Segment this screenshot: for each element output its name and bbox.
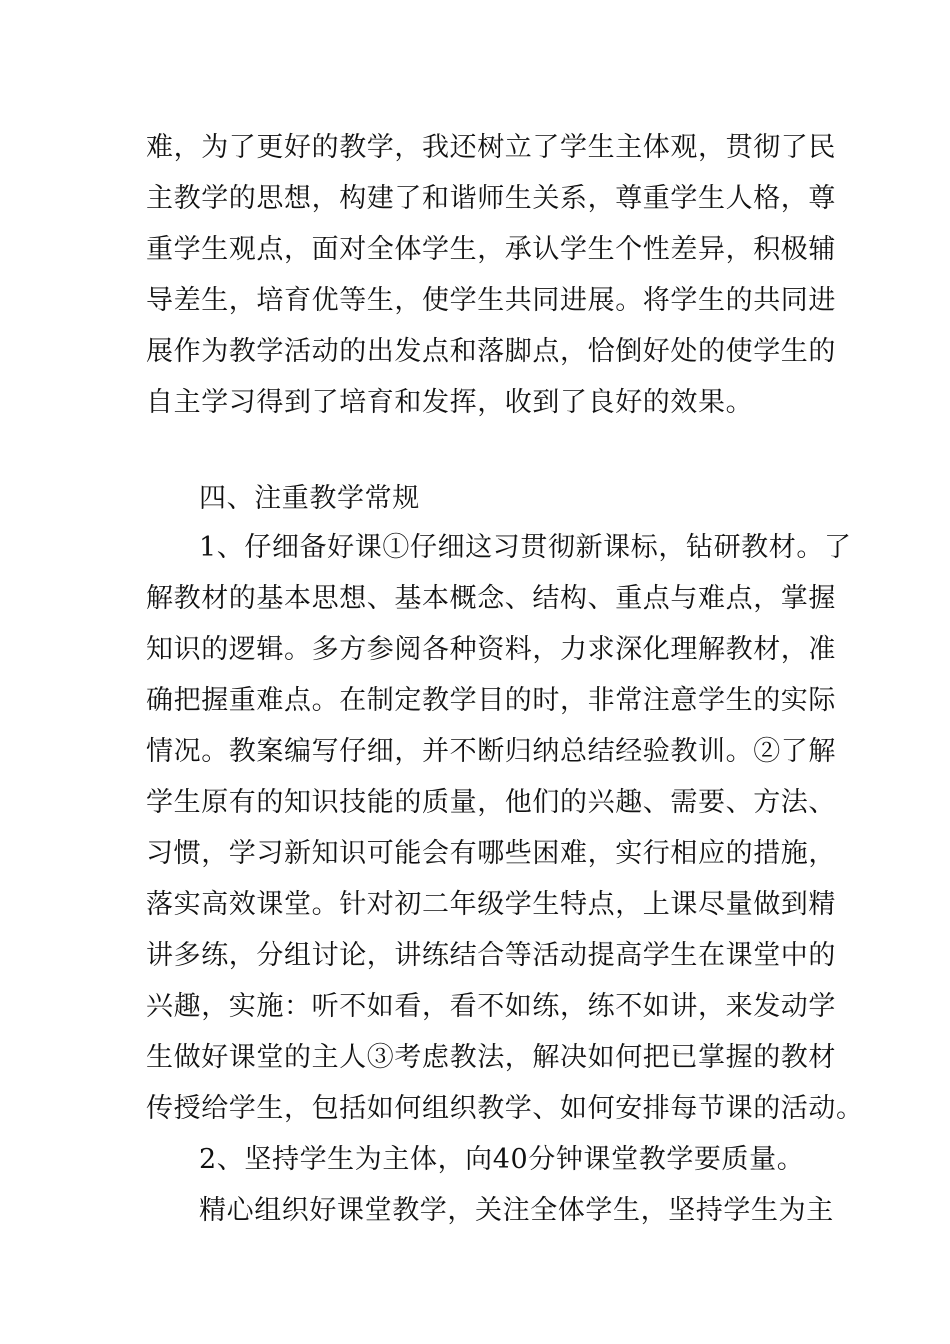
- body-text-line: 学生原有的知识技能的质量，他们的兴趣、需要、方法、: [146, 787, 836, 818]
- body-text-line: 生做好课堂的主人③考虑教法，解决如何把已掌握的教材: [146, 1042, 836, 1073]
- body-text-line: 1、仔细备好课①仔细这习贯彻新课标，钻研教材。了: [199, 532, 852, 563]
- body-text-line: 精心组织好课堂教学，关注全体学生，坚持学生为主: [199, 1195, 834, 1226]
- body-text-line: 落实高效课堂。针对初二年级学生特点，上课尽量做到精: [146, 889, 836, 920]
- body-text-line: 确把握重难点。在制定教学目的时，非常注意学生的实际: [146, 685, 836, 716]
- body-text-line: 习惯，学习新知识可能会有哪些困难，实行相应的措施，: [146, 838, 836, 869]
- body-text-line: 难，为了更好的教学，我还树立了学生主体观，贯彻了民: [146, 132, 836, 163]
- body-text-line: 导差生，培育优等生，使学生共同进展。将学生的共同进: [146, 285, 836, 316]
- body-text-line: 重学生观点，面对全体学生，承认学生个性差异，积极辅: [146, 234, 836, 265]
- body-text-line: 讲多练，分组讨论，讲练结合等活动提高学生在课堂中的: [146, 940, 836, 971]
- body-text-line: 兴趣，实施：听不如看，看不如练，练不如讲，来发动学: [146, 991, 836, 1022]
- body-text-line: 传授给学生，包括如何组织教学、如何安排每节课的活动。: [146, 1093, 864, 1124]
- body-text-line: 展作为教学活动的出发点和落脚点，恰倒好处的使学生的: [146, 336, 836, 367]
- body-text-line: 自主学习得到了培育和发挥，收到了良好的效果。: [146, 387, 754, 418]
- body-text-line: 解教材的基本思想、基本概念、结构、重点与难点，掌握: [146, 583, 836, 614]
- body-text-line: 知识的逻辑。多方参阅各种资料，力求深化理解教材，准: [146, 634, 836, 665]
- section-heading: 四、注重教学常规: [199, 483, 420, 514]
- body-text-line: 情况。教案编写仔细，并不断归纳总结经验教训。②了解: [146, 736, 836, 767]
- body-text-line: 主教学的思想，构建了和谐师生关系，尊重学生人格，尊: [146, 183, 836, 214]
- body-text-line: 2、坚持学生为主体，向40分钟课堂教学要质量。: [199, 1144, 805, 1175]
